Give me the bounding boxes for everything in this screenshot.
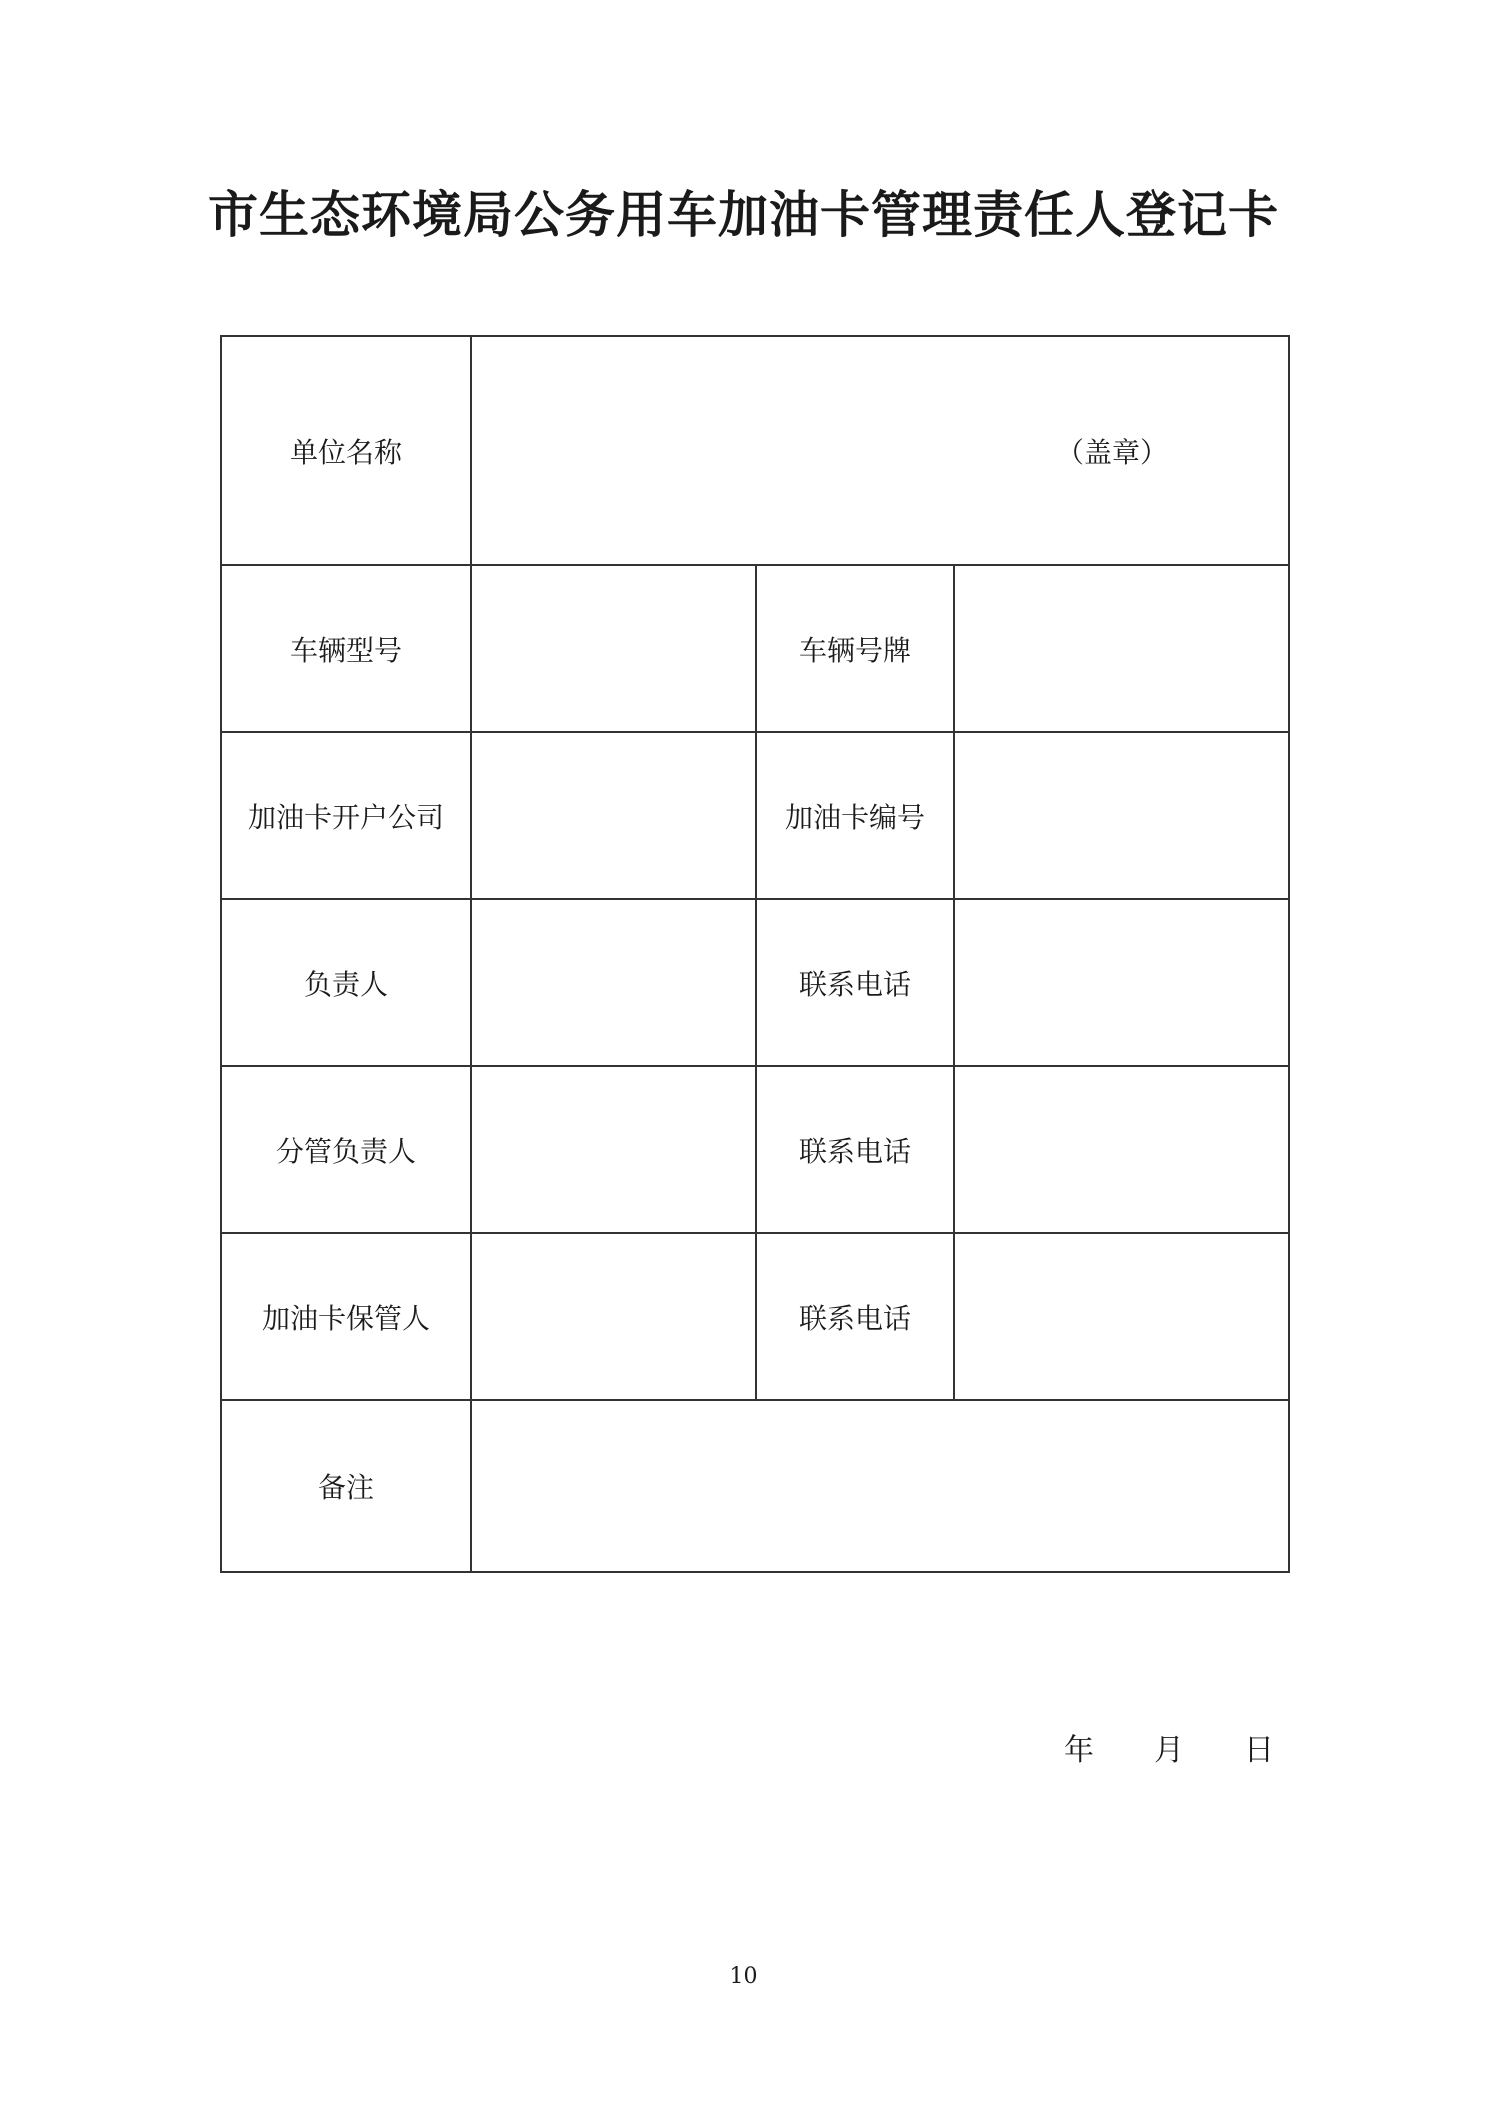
form-row-vehicle bbox=[221, 565, 1289, 732]
responsible-person-field[interactable] bbox=[471, 899, 756, 1066]
license-plate-field[interactable] bbox=[954, 565, 1289, 732]
form-row-supervisor bbox=[221, 1066, 1289, 1233]
date-year: 年 bbox=[1064, 1733, 1094, 1768]
card-issuer-field[interactable] bbox=[471, 732, 756, 899]
supervisor-label: 分管负责人 bbox=[221, 1066, 471, 1233]
supervisor-phone-field[interactable] bbox=[954, 1066, 1289, 1233]
card-keeper-label: 加油卡保管人 bbox=[221, 1233, 471, 1400]
vehicle-model-field[interactable] bbox=[471, 565, 756, 732]
card-keeper-phone-field[interactable] bbox=[954, 1233, 1289, 1400]
license-plate-label: 车辆号牌 bbox=[756, 565, 954, 732]
registration-form-table bbox=[220, 335, 1290, 1573]
page-number: 10 bbox=[729, 1964, 758, 1989]
responsible-person-label: 负责人 bbox=[221, 899, 471, 1066]
vehicle-model-label: 车辆型号 bbox=[221, 565, 471, 732]
card-issuer-label: 加油卡开户公司 bbox=[221, 732, 471, 899]
responsible-phone-field[interactable] bbox=[954, 899, 1289, 1066]
card-number-label: 加油卡编号 bbox=[756, 732, 954, 899]
form-row-fuel-card bbox=[221, 732, 1289, 899]
date-line bbox=[1064, 1725, 1274, 1769]
remarks-row bbox=[221, 1400, 1289, 1572]
card-keeper-field[interactable] bbox=[471, 1233, 756, 1400]
supervisor-field[interactable] bbox=[471, 1066, 756, 1233]
remarks-label: 备注 bbox=[221, 1400, 471, 1572]
unit-name-field[interactable] bbox=[471, 336, 1289, 565]
card-number-field[interactable] bbox=[954, 732, 1289, 899]
responsible-phone-label: 联系电话 bbox=[756, 899, 954, 1066]
date-day: 日 bbox=[1244, 1733, 1274, 1768]
form-row-responsible-person bbox=[221, 899, 1289, 1066]
supervisor-phone-label: 联系电话 bbox=[756, 1066, 954, 1233]
form-row-card-keeper bbox=[221, 1233, 1289, 1400]
seal-note: （盖章） bbox=[1056, 435, 1169, 469]
card-keeper-phone-label: 联系电话 bbox=[756, 1233, 954, 1400]
unit-name-label: 单位名称 bbox=[221, 336, 471, 565]
unit-name-row bbox=[221, 336, 1289, 565]
page-title: 市生态环境局公务用车加油卡管理责任人登记卡 bbox=[208, 185, 1279, 244]
date-month: 月 bbox=[1154, 1733, 1184, 1768]
remarks-field[interactable] bbox=[471, 1400, 1289, 1572]
